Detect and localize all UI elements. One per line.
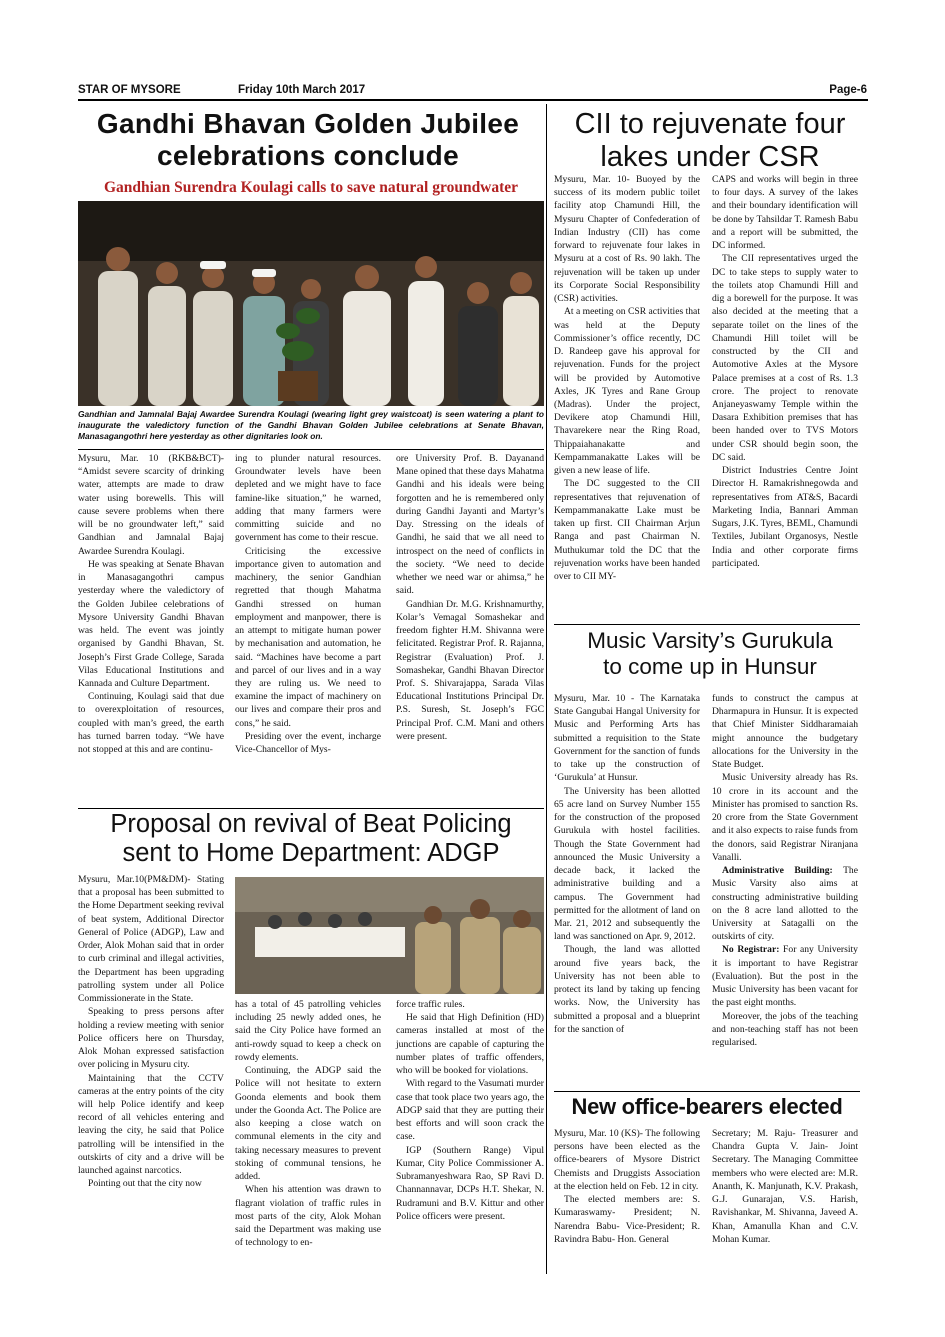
police-photo-illustration: [235, 877, 544, 994]
paragraph: Mysuru, Mar. 10 (RKB&BCT)- “Amidst severe scarcity of drinking water, attempts are made to draw water using borewells. This will cause severe problems when there will be no groundwater left,” said Gandhian and Jamnalal Bajaj Awardee Surendra Koulagi.: [78, 453, 224, 557]
page-number: Page-6: [829, 84, 867, 96]
paragraph: The University has been allotted 65 acre land on Survey Number 155 for the construction of the proposed Gurukula with hostel facilities. Though the State Government had announced the Music University a decade back, it lacked the administrative building and a campus. The Government had permitted for the allotment of land on Mar. 21, 2012 and subsequently the land was sanctioned on Apr. 9, 2012.: [554, 785, 700, 943]
music-top-rule: [554, 624, 860, 625]
gandhi-photo-caption: Gandhian and Jamnalal Bajaj Awardee Surendra Koulagi (wearing light grey waistcoat) is seen watering a plant to inaugurate the valedictory function of the Gandhi Bhavan Golden Jubilee celebrations at Senate Bhavan, Manasagangothri here yesterday as other dignitaries look on.: [78, 409, 544, 441]
cii-column-2: [712, 173, 858, 570]
paragraph: Mysuru, Mar.10(PM&DM)- Stating that a proposal has been submitted to the Home Department seeking revival of beat system, Additional Director General of Police (ADGP), Law and Order, Alok Mohan said that in order to curb criminal and illegal activities, the Department has been upgrading patrolling system under all Police Commissionerate in the State.: [78, 874, 224, 1005]
cii-headline-line2: lakes under CSR: [600, 141, 820, 174]
office-column-2: [712, 1127, 858, 1246]
paragraph: force traffic rules.: [396, 999, 465, 1010]
paragraph: District Industries Centre Joint Director H. Ramakrishnegowda and representatives from AT&S, Bacardi Marketing India, Bannari Amman Sugars, J.K. Tyres, BEML, Chamundi Textiles, Jubilant Organosys, Nestle India and other corporate firms participated.: [712, 465, 858, 569]
police-top-rule: [78, 808, 544, 809]
music-column-2: [712, 692, 858, 1049]
office-top-rule: [554, 1091, 860, 1092]
cii-headline: [552, 108, 868, 175]
paragraph: Moreover, the jobs of the teaching and non-teaching staff has not been regularised.: [712, 1010, 858, 1049]
gandhi-column-3: [396, 452, 544, 743]
no-registrar-text: For any University it is important to have Registrar (Evaluation). But the post in the Music University has been vacant for the past eight months.: [712, 944, 858, 1009]
paragraph: Mysuru, Mar. 10 - The Karnataka State Gangubai Hangal University for Music and Performing Arts has submitted a requisition to the State Government for the sanction of funds to take up the construction of ‘Gurukula’ at Hunsur.: [554, 693, 700, 784]
police-column-1: [78, 873, 224, 1191]
gandhi-column-1: [78, 452, 224, 756]
police-column-2: [235, 998, 381, 1249]
police-headline: [70, 810, 552, 869]
paragraph: funds to construct the campus at Dharmapura in Hunsur. It is expected that Chief Minister Siddharamaiah might announce the budgetary allocations for the University in the State Budget.: [712, 693, 858, 771]
admin-building-text: The Music Varsity also aims at constructing administrative building on the 8 acre land allotted to the University at Satagalli on the outskirts of city.: [712, 865, 858, 943]
paragraph: The CII representatives urged the DC to take steps to supply water to the toilets atop Chamundi Hill and dig a borewell for the purpose. It was also decided at the meeting that a separate toilet on the lines of the Chamundi Hill toilet will be constructed by the CII and Automotive Axles at the Mysore Palace premises at a cost of Rs. 1.3 crore. The project to renovate Anjaneyaswamy Temple within the Dasara Exhibition premises that has been handed over to TVS Motors under CSR should begin soon, the DC said.: [712, 253, 858, 463]
gandhi-photo-illustration: [78, 201, 544, 406]
gandhi-headline-line2: celebrations conclude: [157, 140, 459, 172]
music-headline: [552, 628, 868, 680]
paragraph: Mysuru, Mar. 10 (KS)- The following persons have been elected as the office-bearers of Mysore District Chemists and Druggists Association at the election held on Feb. 12 in city.: [554, 1128, 700, 1192]
office-column-1: [554, 1127, 700, 1246]
paragraph: ing to plunder natural resources. Groundwater levels have been depleted and we might have to face famine-like situation,” he warned, adding that many farmers were committing suicide and no government has come to their rescue.: [235, 453, 381, 544]
paragraph: IGP (Southern Range) Vipul Kumar, City Police Commissioner A. Subramanyeshwara Rao, SP Ravi D. Channannavar, DCPs H.T. Shekar, N. Rudramuni and B.V. Kittur and other Police officers were present.: [396, 1144, 544, 1222]
office-headline: New office-bearers elected: [571, 1094, 843, 1119]
paragraph: Continuing, the ADGP said the Police will not hesitate to extern Goonda elements and book them under the Goonda Act. The Police are also keeping a close watch on communal elements in the city and taking necessary measures to prevent stoking of communal tensions, he added.: [235, 1065, 381, 1183]
police-headline-line1: Proposal on revival of Beat Policing: [110, 810, 512, 838]
paragraph: At a meeting on CSR activities that was held at the Deputy Commissioner’s office recently, DC D. Randeep gave his approval for rejuvenation. Funds for the project will be provided by Automotive Axles, JK Tyres and Rane Group (Madras). Under the project, Devikere atop Chamundi Hill, Thavarekere near the Ring Road, Thippaiahanakatte and Kempammanakatte Lakes will be given a new lease of life.: [554, 306, 700, 477]
paragraph: Mysuru, Mar. 10- Buoyed by the success of its modern public toilet facility atop Chamundi Hill, the Mysuru Chapter of Confederation of Indian Industry (CII) has come forward to rejuvenate four lakes in Mysuru at a cost of Rs. 90 lakh. The rejuvenation will be taken up under its Corporate Social Responsibility (CSR) activities.: [554, 174, 700, 305]
police-column-3: [396, 998, 544, 1223]
gandhi-event-photo: [78, 201, 544, 406]
paragraph: CAPS and works will begin in three to four days. A survey of the lakes and their boundary identification will be done by Tahsildar T. Ramesh Babu and a report will be submitted, the DC informed.: [712, 174, 858, 252]
paragraph: has a total of 45 patrolling vehicles including 25 newly added ones, he said the City Police have formed an anti-rowdy squad to keep a check on rowdy elements.: [235, 999, 381, 1063]
paragraph: Speaking to press persons after holding a review meeting with senior Police officers here on Thursday, Alok Mohan expressed satisfaction over policing in Mysuru city.: [78, 1006, 224, 1071]
paragraph: Continuing, Koulagi said that due to overexploitation of resources, coupled with man’s greed, the earth has turned barren today. “We have not stopped at this and are continu-: [78, 691, 224, 756]
issue-date: Friday 10th March 2017: [238, 84, 366, 96]
paragraph: When his attention was drawn to flagrant violation of traffic rules in most parts of the city, Alok Mohan said the Department was making use of technology to en-: [235, 1184, 381, 1249]
paragraph: Pointing out that the city now: [88, 1178, 202, 1190]
music-column-1: [554, 692, 700, 1036]
admin-building-paragraph: [712, 864, 858, 943]
paragraph: Maintaining that the CCTV cameras at the entry points of the city will help Police identify and keep record of all vehicles entering and leaving the city, he said that Police patrolling will be intensified in the outskirts of city and a drive will be launched against narcotics.: [78, 1072, 224, 1177]
header-rule: [78, 99, 868, 101]
gandhi-caption-rule: [78, 449, 544, 450]
music-headline-line1: Music Varsity’s Gurukula: [587, 628, 833, 653]
police-meeting-photo: [235, 877, 544, 994]
gandhi-column-2: [235, 452, 381, 756]
paragraph: Criticising the excessive importance given to automation and machinery, the senior Gandhian regretted that though Mahatma Gandhi stressed on human employment and manpower, there is an attempt to mitigate human power by mechanisation and automation, he said. “Machines have become a part and parcel of our lives and in a way they are ruling us. We need to examine the impact of machinery on our lives and compare their pros and cons,” he said.: [235, 545, 381, 729]
paragraph: He was speaking at Senate Bhavan in Manasagangothri campus yesterday where the valedictory of the Golden Jubilee celebrations of Mysore University Gandhi Bhavan was held. The event was jointly organised by Gandhi Bhavan, St. Joseph’s First Grade College, Sarada Vilas Educational Institutions and Kannada and Culture Department.: [78, 558, 224, 689]
police-headline-line2: sent to Home Department: ADGP: [122, 839, 500, 868]
cii-headline-line1: CII to rejuvenate four: [574, 108, 846, 140]
paragraph: With regard to the Vasumati murder case that took place two years ago, the ADGP said that they are putting their best efforts and will soon crack the case.: [396, 1078, 544, 1143]
paragraph: Music University already has Rs. 10 crore in its account and the Minister has promised to sanction Rs. 20 crore from the State Government and it also expects to raise funds from the donors, said Registrar Niranjana Vanalli.: [712, 772, 858, 863]
no-registrar-label: No Registrar:: [722, 944, 780, 956]
paragraph: He said that High Definition (HD) cameras installed at most of the junctions are capable of capturing the number plates of traffic offenders, who will be booked for violations.: [396, 1012, 544, 1077]
no-registrar-paragraph: [712, 943, 858, 1009]
paragraph: Secretary; M. Raju- Treasurer and Chandra Gupta V. Jain- Joint Secretary. The Managing Committee members who were elected are: M.R. Ananth, K. Manjunath, K.V. Prakash, G.J. Gunarajan, V.S. Harish, Ravishankar, M. Shivanna, Javeed A. Khan, Amanulla Khan and C.V. Mohan Kumar.: [712, 1128, 858, 1245]
paragraph: Presiding over the event, incharge Vice-Chancellor of Mys-: [235, 730, 381, 756]
paragraph: The DC suggested to the CII representatives that rejuvenation of Kempammanakatte Lake must be taken up first. CII Chairman Arjun Ranga and past Chairman N. Muthukumar told the DC that the rejuvenation works have been handed over to CII MY-: [554, 478, 700, 583]
gandhi-headline: [70, 108, 546, 172]
paragraph: The elected members are: S. Kumaraswamy- President; N. Narendra Babu- Vice-President; R. Ravindra Babu- Hon. General: [554, 1194, 700, 1245]
music-headline-line2: to come up in Hunsur: [603, 653, 817, 679]
column-divider: [546, 104, 547, 1274]
paragraph: Though, the land was allotted around five years back, the University has not been able to protect its land by taking up fencing works. Now, the University has submitted a proposal and a blueprint for the sanction of: [554, 944, 700, 1035]
gandhi-headline-line1: Gandhi Bhavan Golden Jubilee: [96, 108, 520, 139]
admin-building-label: Administrative Building:: [722, 865, 833, 877]
cii-column-1: [554, 173, 700, 583]
gandhi-subhead: Gandhian Surendra Koulagi calls to save natural groundwater: [103, 179, 519, 196]
paragraph: ore University Prof. B. Dayanand Mane opined that these days Mahatma Gandhi and his ideals were being forgotten and he is remembered only during Gandhi Jayanti and Martyr’s Day. Stressing on the ideals of Gandhi, he said that we all need to introspect on the need of conflicts in the society. “We need to decide whether we need war or ahimsa,” he said.: [396, 453, 544, 597]
masthead-name: STAR OF MYSORE: [78, 84, 181, 96]
paragraph: Gandhian Dr. M.G. Krishnamurthy, Kolar’s Vemagal Somashekar and freedom fighter H.M. Shivanna were felicitated. Registrar Prof. R. Rajanna, Registrar (Evaluation) Prof. J. Somashekar, Gandhi Bhavan Director Prof. S. Shivarajappa, Sarada Vilas Educational Institutions Principal Dr. P.S. Suresh, St. Joseph’s FGC Principal Prof. C.M. Mani and others were present.: [396, 598, 544, 742]
